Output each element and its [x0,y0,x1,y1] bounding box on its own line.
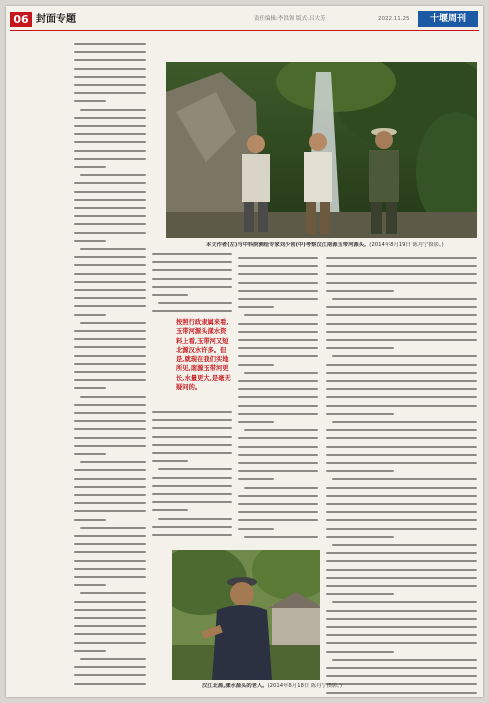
text-line [74,601,146,603]
text-line [74,158,146,160]
text-line [74,232,146,234]
text-line [326,380,477,382]
text-line [74,100,106,102]
text-line [326,675,477,677]
text-line [238,396,318,398]
text-line [74,338,146,340]
text-line [74,568,146,570]
text-line [326,552,477,554]
text-line [80,109,146,111]
text-line [238,495,318,497]
text-line [326,454,477,456]
text-line [152,501,232,503]
text-line [326,257,477,259]
text-line [74,650,106,652]
text-line [238,298,318,300]
bottom-photo-caption [202,683,478,690]
text-line [152,509,188,511]
text-line [238,273,318,275]
text-line [74,207,146,209]
text-line [74,68,146,70]
text-line [238,323,318,325]
text-line [152,485,232,487]
text-line [238,355,318,357]
text-line [238,511,318,513]
article-column-middle-bottom [152,410,232,542]
text-line [152,411,232,413]
text-line [74,166,106,168]
text-line [238,257,318,259]
text-line [152,444,232,446]
text-line [326,265,477,267]
text-line [326,323,477,325]
text-line [80,592,146,594]
text-line [80,322,146,324]
text-line [326,610,477,612]
text-line [74,543,146,545]
text-line [74,305,146,307]
text-line [238,380,318,382]
newspaper-page [6,6,483,697]
text-line [74,420,146,422]
pull-quote: 按照行政隶属来看,玉带河源头漾水资料上看,玉带河又短北源汉水许多。但是,就现在我们实地所见,南源玉带河更长,水量更大,是毫无疑问的。 [176,319,231,392]
text-line [238,528,274,530]
text-line [238,331,318,333]
text-line [74,437,146,439]
text-line [238,454,318,456]
top-photo-caption-text: 本文作者(左)与中科院测绘专家刘少创(中)考察汉江南源玉带河源头。 [206,242,370,248]
text-line [152,269,232,271]
text-line [74,469,146,471]
text-line [152,253,232,255]
text-line [326,314,477,316]
article-column-middle-top [152,252,232,314]
text-line [238,388,318,390]
text-line [74,264,146,266]
text-line [74,84,146,86]
text-line [74,240,106,242]
text-line [326,437,477,439]
text-line [74,625,146,627]
text-line [74,666,146,668]
text-line [326,618,477,620]
text-line [74,297,146,299]
text-line [74,223,146,225]
text-line [244,536,318,538]
bottom-photo-caption-text: 汉江北源,漾水源头的老人。 [202,683,268,689]
page-header [6,6,483,32]
text-line [74,182,146,184]
text-line [74,494,146,496]
text-line [74,289,146,291]
text-line [326,282,477,284]
text-line [326,388,477,390]
text-line [74,560,146,562]
text-line [74,141,146,143]
text-line [238,503,318,505]
text-line [74,355,146,357]
masthead-logo: 十堰周刊 [418,11,478,27]
text-line [74,584,106,586]
text-line [74,478,146,480]
text-line [238,306,274,308]
text-line [74,404,146,406]
text-line [74,43,146,45]
text-line [238,364,274,366]
text-line [332,601,477,603]
text-line [326,667,477,669]
text-line [332,421,477,423]
text-line [238,413,318,415]
text-line [326,577,477,579]
text-line [152,310,232,312]
section-title: 封面专题 [36,14,76,25]
text-line [74,551,146,553]
text-line [326,487,477,489]
text-line [238,282,318,284]
text-line [326,290,394,292]
text-line [74,150,146,152]
text-line [74,76,146,78]
article-column-left [74,42,146,690]
text-line [238,290,318,292]
text-line [238,421,274,423]
text-line [80,461,146,463]
issue-date: 2022.11.25 [378,16,410,22]
text-line [326,273,477,275]
bottom-photo-caption-meta: (2014年8月18日 陈丹宁摄影。) [267,683,343,689]
text-line [74,281,146,283]
text-line [326,339,477,341]
text-line [332,544,477,546]
text-line [238,519,318,521]
text-line [326,470,394,472]
text-line [152,477,232,479]
text-line [326,462,477,464]
text-line [74,379,146,381]
text-line [74,519,106,521]
page-number: 06 [10,12,32,27]
text-line [152,460,188,462]
text-line [74,330,146,332]
text-line [238,470,318,472]
text-line [74,59,146,61]
text-line [326,692,477,694]
text-line [74,51,146,53]
text-line [74,314,106,316]
text-line [326,495,477,497]
text-line [326,651,394,653]
text-line [326,634,477,636]
photo-elderly-man [172,550,320,680]
text-line [152,427,232,429]
text-line [238,347,318,349]
text-line [74,428,146,430]
text-line [74,133,146,135]
text-line [326,585,477,587]
text-line [74,535,146,537]
text-line [238,478,274,480]
article-column-center [238,256,318,540]
text-line [326,405,477,407]
text-line [80,248,146,250]
text-line [326,528,477,530]
text-line [158,302,232,304]
text-line [244,429,318,431]
text-line [158,518,232,520]
text-line [332,478,477,480]
text-line [74,371,146,373]
text-line [238,437,318,439]
text-line [152,526,232,528]
text-line [238,265,318,267]
text-line [332,659,477,661]
text-line [74,486,146,488]
text-line [80,396,146,398]
text-line [332,298,477,300]
text-line [74,346,146,348]
text-line [158,468,232,470]
text-line [152,286,232,288]
text-line [74,453,106,455]
text-line [238,405,318,407]
text-line [74,609,146,611]
text-line [152,419,232,421]
text-line [326,560,477,562]
text-line [74,117,146,119]
text-line [238,462,318,464]
text-line [74,92,146,94]
text-line [326,536,394,538]
text-line [326,364,477,366]
text-line [326,569,477,571]
article-column-right [326,256,477,696]
text-line [74,674,146,676]
text-line [244,314,318,316]
text-line [74,502,146,504]
text-line [326,503,477,505]
text-line [74,199,146,201]
text-line [326,347,394,349]
text-line [326,593,394,595]
text-line [326,511,477,513]
text-line [152,261,232,263]
text-line [326,519,477,521]
text-line [74,576,146,578]
text-line [326,626,477,628]
text-line [80,658,146,660]
text-line [326,413,394,415]
text-line [238,446,318,448]
text-line [74,683,146,685]
photo-expedition-team [166,62,477,238]
text-line [326,331,477,333]
text-line [80,174,146,176]
editor-credit: 责任编辑:李洪领 版式:吕大芳 [254,16,326,22]
text-line [152,452,232,454]
text-line [326,446,477,448]
text-line [80,527,146,529]
text-line [74,510,146,512]
text-line [244,487,318,489]
text-line [238,339,318,341]
text-line [74,273,146,275]
text-line [326,306,477,308]
text-line [152,493,232,495]
top-photo-caption [206,242,478,249]
text-line [326,642,477,644]
text-line [74,125,146,127]
text-line [244,372,318,374]
text-line [326,429,477,431]
text-line [332,355,477,357]
text-line [74,412,146,414]
text-line [74,215,146,217]
top-photo-caption-meta: (2014年8月19日 陈丹宁摄影。) [369,242,444,248]
text-line [152,278,232,280]
text-line [152,534,232,536]
text-line [152,294,188,296]
text-line [74,445,146,447]
text-line [74,633,146,635]
text-line [74,363,146,365]
text-line [74,191,146,193]
text-line [74,256,146,258]
text-line [74,387,106,389]
text-line [326,372,477,374]
text-line [326,396,477,398]
text-line [74,642,146,644]
text-line [74,617,146,619]
text-line [152,436,232,438]
header-rule [10,30,479,31]
